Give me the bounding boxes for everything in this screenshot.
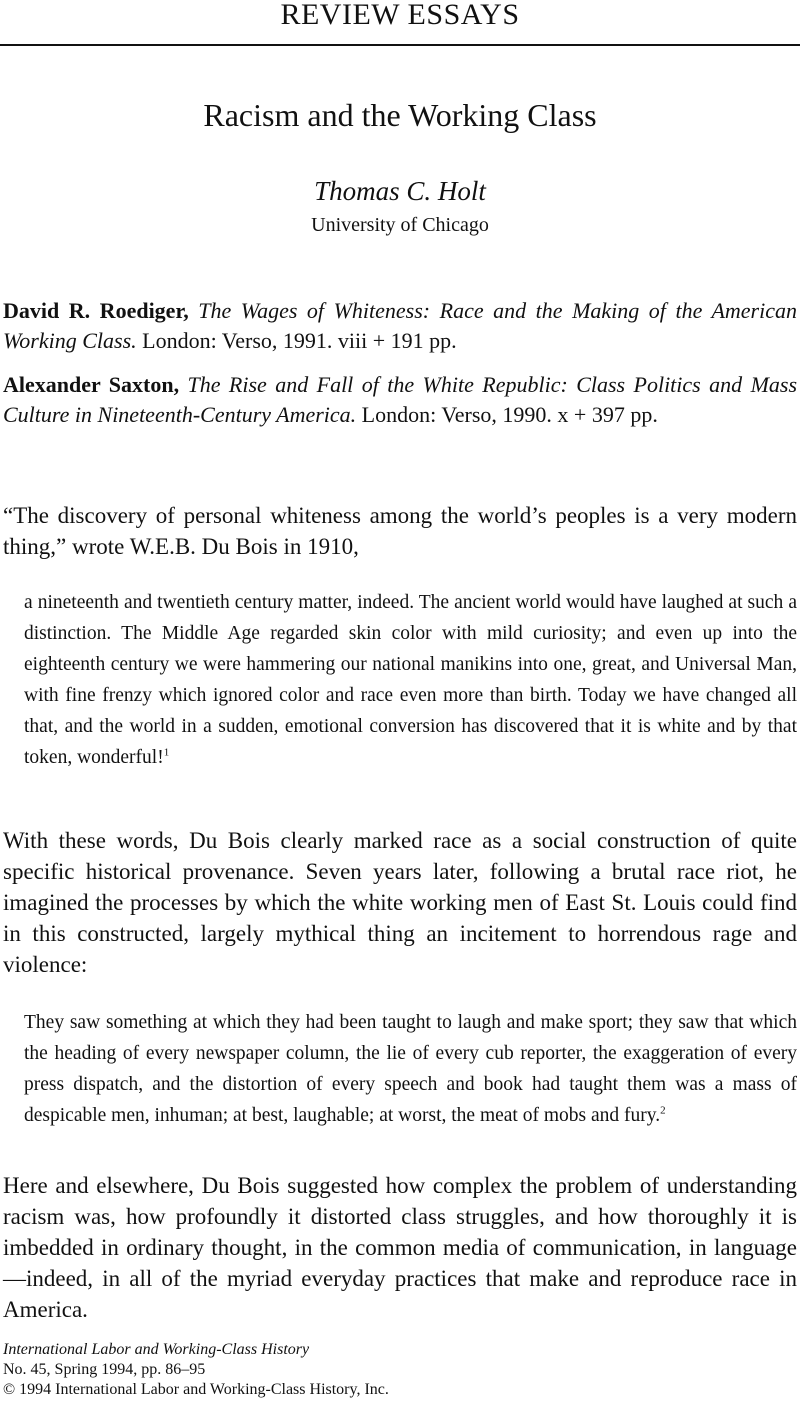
book-details: London: Verso, 1990. x + 397 pp. xyxy=(361,402,658,427)
footnote-ref-1[interactable]: 1 xyxy=(163,746,170,759)
book-title: The Wages of Whiteness: Race and the Making of the American Working Class. xyxy=(3,298,797,353)
quote-text: They saw something at which they had been taught to laugh and make sport; they saw that which the heading of every newspaper column, the lie of every cub reporter, the exaggeration of every press dispatch, and the distortion of every speech and book had taught them was a mass of despicable men, inhuman; at best, laughable; at worst, the meat of mobs and fury. xyxy=(24,1012,797,1126)
block-quote-2 xyxy=(24,1007,797,1131)
journal-issue: No. 45, Spring 1994, pp. 86–95 xyxy=(3,1361,206,1378)
body-paragraph-1: “The discovery of personal whiteness among the world’s peoples is a very modern thing,” wrote W.E.B. Du Bois in 1910, xyxy=(3,503,797,559)
article-title: Racism and the Working Class xyxy=(203,97,597,133)
book-author: David R. Roediger, xyxy=(3,298,189,323)
quote-text: a nineteenth and twentieth century matter, indeed. The ancient world would have laughed at such a distinction. The Middle Age regarded skin color with mild curiosity; and even up into the eighteenth century we were hammering our national manikins into one, great, and Universal Man, with fine frenzy which ignored color and race even more than birth. Today we have changed all that, and the world in a sudden, emotional conversion has discovered that it is white and by that token, wonderful! xyxy=(24,592,797,768)
reviewed-book-2 xyxy=(3,370,797,430)
author-name: Thomas C. Holt xyxy=(314,176,486,206)
copyright-line: © 1994 International Labor and Working-Class History, Inc. xyxy=(3,1381,389,1398)
book-details: London: Verso, 1991. viii + 191 pp. xyxy=(142,328,457,353)
body-paragraph-2: With these words, Du Bois clearly marked race as a social construction of quite specific historical provenance. Seven years later, following a brutal race riot, he imagined the processes by which the white working men of East St. Louis could find in this constructed, largely mythical thing an incitement to horrendous rage and violence: xyxy=(3,828,797,977)
book-author: Alexander Saxton, xyxy=(3,372,180,397)
body-paragraph-3: Here and elsewhere, Du Bois suggested how complex the problem of understanding racism was, how profoundly it distorted class struggles, and how thoroughly it is imbedded in ordinary thought, in the common media of communication, in language—indeed, in all of the myriad everyday practices that make and reproduce race in America. xyxy=(3,1173,797,1322)
block-quote-1 xyxy=(24,587,797,773)
header-rule xyxy=(0,44,800,46)
footnote-ref-2[interactable]: 2 xyxy=(660,1104,666,1117)
author-affiliation: University of Chicago xyxy=(311,214,489,236)
reviewed-book-1 xyxy=(3,296,797,356)
journal-name: International Labor and Working-Class History xyxy=(3,1341,310,1358)
book-title: The Rise and Fall of the White Republic: Class Politics and Mass Culture in Nineteenth-Century America. xyxy=(3,372,798,427)
section-heading: REVIEW ESSAYS xyxy=(280,0,520,31)
